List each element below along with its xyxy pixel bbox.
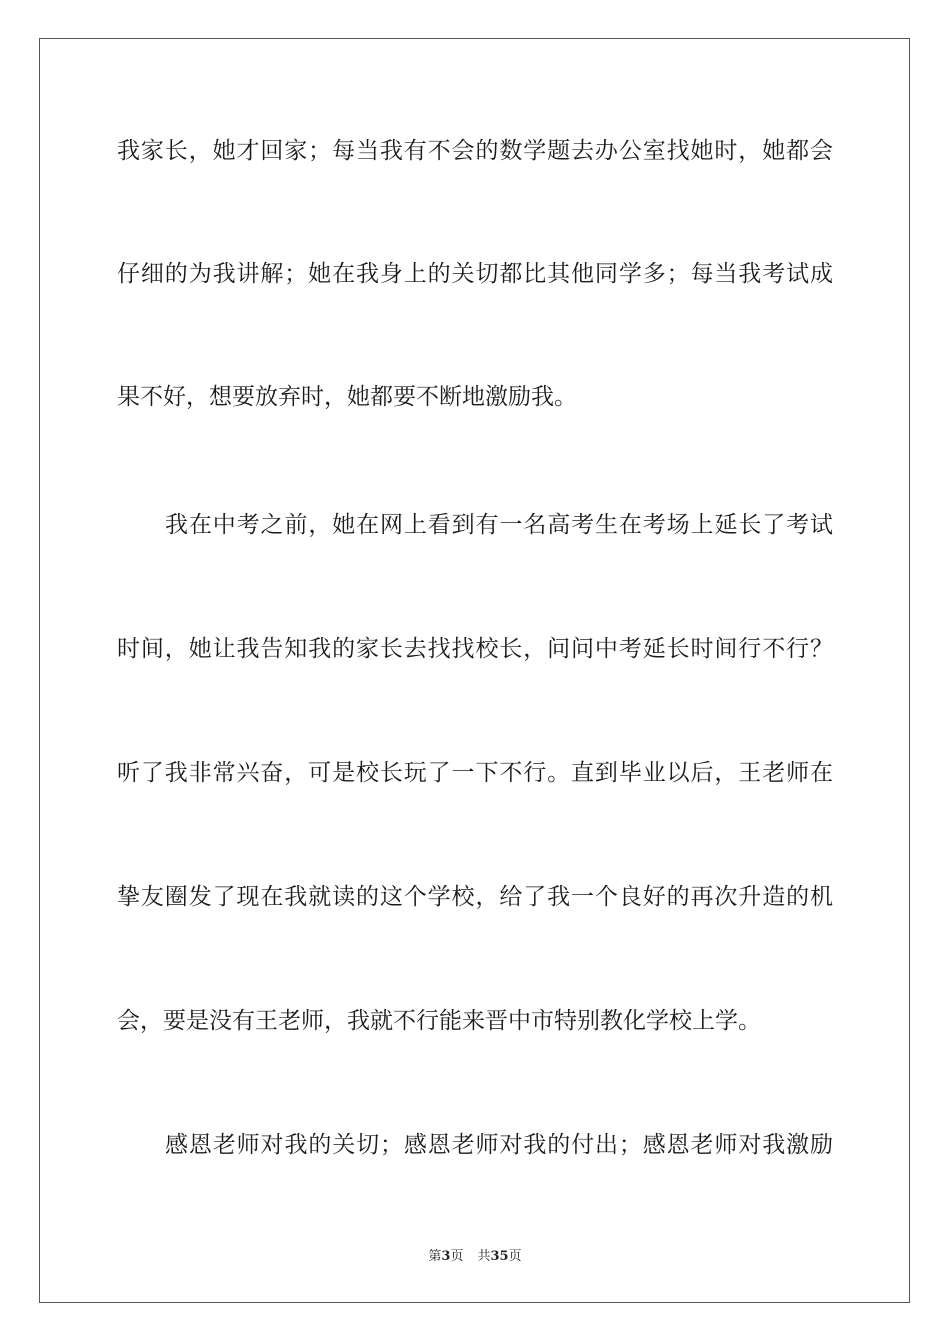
page-prefix: 第 xyxy=(428,1249,442,1264)
text-line-5: 时间，她让我告知我的家长去找找校长，问问中考延长时间行不行？ xyxy=(117,636,833,662)
total-suffix: 页 xyxy=(508,1249,522,1264)
text-line-3: 果不好，想要放弃时，她都要不断地激励我。 xyxy=(117,384,577,410)
page-footer xyxy=(0,1248,950,1266)
text-line-8: 会，要是没有王老师，我就不行能来晋中市特别教化学校上学。 xyxy=(117,1008,761,1034)
text-line-6: 听了我非常兴奋，可是校长玩了一下不行。直到毕业以后，王老师在 xyxy=(117,760,833,786)
page-suffix: 页 xyxy=(450,1249,464,1264)
page-number: 3 xyxy=(441,1249,451,1264)
text-line-4: 我在中考之前，她在网上看到有一名高考生在考场上延长了考试 xyxy=(165,512,833,538)
total-prefix: 共 xyxy=(477,1249,491,1264)
text-line-7: 挚友圈发了现在我就读的这个学校，给了我一个良好的再次升造的机 xyxy=(117,884,833,910)
text-line-1: 我家长，她才回家；每当我有不会的数学题去办公室找她时，她都会 xyxy=(117,138,833,164)
text-line-2: 仔细的为我讲解；她在我身上的关切都比其他同学多；每当我考试成 xyxy=(117,261,833,287)
total-pages: 35 xyxy=(490,1249,509,1264)
text-line-9: 感恩老师对我的关切；感恩老师对我的付出；感恩老师对我激励 xyxy=(165,1132,833,1158)
page-frame xyxy=(39,38,910,1303)
